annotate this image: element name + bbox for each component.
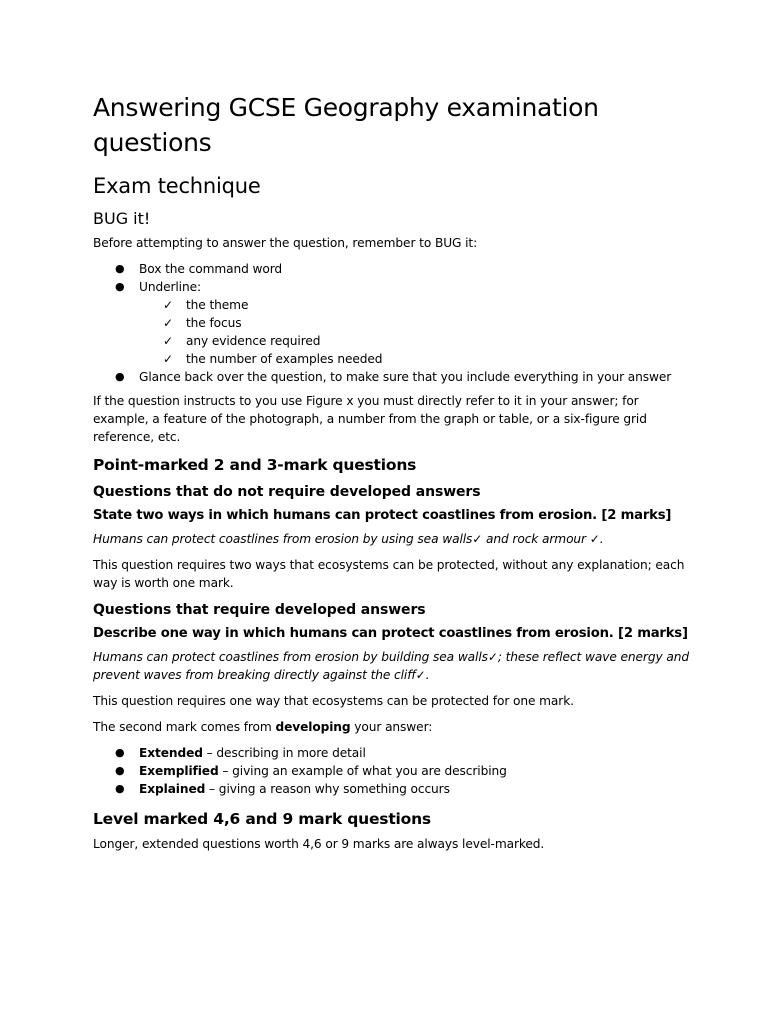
u-text: nderline: xyxy=(147,280,201,294)
underline-item: ✓ the theme xyxy=(163,298,249,312)
bug-intro: Before attempting to answer the question, remember to BUG it: xyxy=(93,236,478,250)
explanation: This question requires two ways that ecosystems can be protected, without any explanation; each way is worth one mark. xyxy=(93,558,685,590)
figure-note: If the question instructs to you use Figure x you must directly refer to it in your answer; for example, a feature of the photograph, a number from the graph or table, or a six-figure grid reference, etc. xyxy=(93,394,647,444)
check-icon: ✓ xyxy=(589,532,600,546)
list-item: ● Exemplified – giving an example of what you are describing xyxy=(115,764,507,778)
bullet-icon: ● xyxy=(115,262,125,275)
bug-heading: BUG it! xyxy=(93,209,151,228)
subheading-developed: Questions that require developed answers xyxy=(93,602,426,618)
underline-item: ✓ the focus xyxy=(163,316,242,330)
u-letter: U xyxy=(139,280,148,294)
answer-example: Humans can protect coastlines from erosion by using sea walls✓ and rock armour ✓. xyxy=(93,532,604,546)
g-text: lance back over the question, to make sure that you include everything in your answer xyxy=(148,370,672,384)
level-marked-text: Longer, extended questions worth 4,6 or 9 marks are always level-marked. xyxy=(93,837,545,851)
underline-item: ✓ any evidence required xyxy=(163,334,321,348)
check-icon: ✓ xyxy=(163,352,173,366)
check-icon: ✓ xyxy=(163,298,173,312)
list-item xyxy=(93,260,693,278)
answer-example: Humans can protect coastlines from erosion by building sea walls✓; these reflect wave energy and prevent waves from breaking directly against the cliff✓. xyxy=(93,650,689,682)
underline-item: ✓ the number of examples needed xyxy=(163,352,383,366)
check-icon: ✓ xyxy=(415,668,426,682)
list-item: ● Extended – describing in more detail xyxy=(115,746,366,760)
development-list xyxy=(93,744,693,798)
second-mark-note: The second mark comes from developing your answer: xyxy=(93,720,433,734)
bug-list xyxy=(93,260,693,386)
list-item xyxy=(93,278,693,296)
section-heading-level-marked: Level marked 4,6 and 9 mark questions xyxy=(93,810,431,828)
g-letter: G xyxy=(139,370,149,384)
b-text: ox the command word xyxy=(147,262,283,276)
bullet-icon: ● xyxy=(115,280,125,293)
bullet-icon: ● xyxy=(115,370,125,383)
question-state: State two ways in which humans can protect coastlines from erosion. [2 marks] xyxy=(93,508,672,523)
list-item: ● Explained – giving a reason why something occurs xyxy=(115,782,450,796)
explanation: This question requires one way that ecosystems can be protected for one mark. xyxy=(93,694,574,708)
section-heading-exam-technique: Exam technique xyxy=(93,174,261,198)
document-page xyxy=(93,90,693,861)
check-icon: ✓ xyxy=(487,650,498,664)
check-icon: ✓ xyxy=(163,316,173,330)
bullet-icon: ● xyxy=(115,764,125,777)
bullet-icon: ● xyxy=(115,746,125,759)
document-title: Answering GCSE Geography examination questions xyxy=(93,93,599,157)
question-describe: Describe one way in which humans can protect coastlines from erosion. [2 marks] xyxy=(93,626,688,641)
subheading-not-developed: Questions that do not require developed answers xyxy=(93,484,481,500)
bullet-icon: ● xyxy=(115,782,125,795)
section-heading-point-marked: Point-marked 2 and 3-mark questions xyxy=(93,456,417,474)
check-icon: ✓ xyxy=(472,532,483,546)
b-letter: B xyxy=(139,262,148,276)
check-icon: ✓ xyxy=(163,334,173,348)
list-item xyxy=(93,368,693,386)
